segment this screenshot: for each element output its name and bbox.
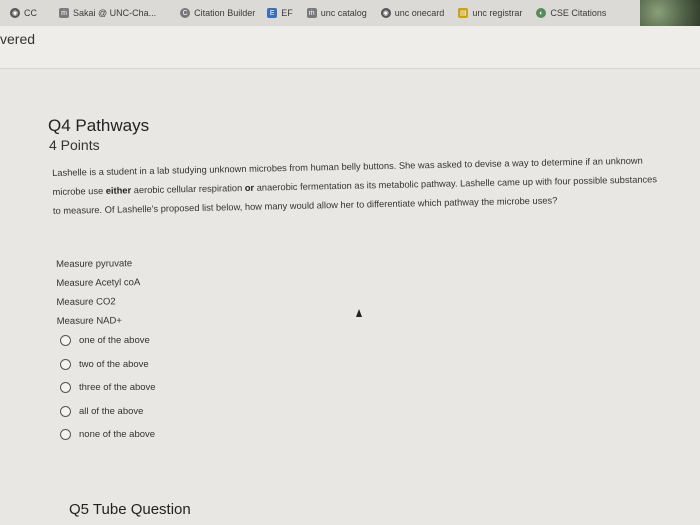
cse-icon: ◐ <box>536 8 546 18</box>
answer-option-two[interactable] <box>60 353 156 377</box>
list-item: Measure pyruvate <box>56 258 133 270</box>
globe-icon: ◉ <box>11 10 19 17</box>
question-emphasis-or: or <box>244 182 255 193</box>
answer-option-all[interactable] <box>60 400 156 424</box>
radio-button[interactable] <box>60 359 71 370</box>
globe-icon: ◉ <box>382 10 389 17</box>
bookmark-citation-builder[interactable] <box>180 8 255 18</box>
unc-icon: ṁ <box>307 8 317 18</box>
answer-label: one of the above <box>79 335 150 347</box>
bookmark-sakai[interactable] <box>59 8 156 18</box>
list-item: Measure CO2 <box>56 296 116 308</box>
answer-label: none of the above <box>79 429 156 441</box>
mouse-cursor-icon <box>356 309 362 317</box>
radio-button[interactable] <box>60 429 71 440</box>
answer-choices <box>60 329 156 447</box>
bookmark-unc-catalog[interactable] <box>307 8 367 18</box>
bookmark-label: CC <box>24 8 37 18</box>
ef-icon: E <box>267 8 277 18</box>
bookmark-label: Sakai @ UNC-Cha... <box>73 8 157 18</box>
question-text-part: aerobic cellular respiration <box>131 182 245 196</box>
bookmark-unc-onecard[interactable] <box>381 8 445 18</box>
page-header-strip <box>0 26 700 69</box>
next-question-title: Q5 Tube Question <box>69 501 191 518</box>
header-text: vered <box>0 31 36 47</box>
list-item: Measure NAD+ <box>56 315 122 327</box>
bookmark-label: unc catalog <box>320 8 367 18</box>
question-title: Q4 Pathways <box>48 116 150 135</box>
radio-button[interactable] <box>60 382 71 393</box>
answer-label: all of the above <box>79 405 144 417</box>
question-text <box>52 151 663 221</box>
bookmark-cc[interactable] <box>10 8 37 18</box>
question-points: 4 Points <box>49 137 100 153</box>
bookmark-label: unc registrar <box>472 8 523 18</box>
radio-button[interactable] <box>60 406 71 417</box>
question-text-part: Lashelle is a student in a lab studying unknown microbes from human belly buttons. She was asked to devise a way to determine if an unknown microbe use <box>52 155 643 197</box>
question-emphasis-either: either <box>105 185 132 196</box>
list-item: Measure Acetyl coA <box>56 277 141 289</box>
bookmark-cse-citations[interactable] <box>536 8 606 18</box>
citation-icon: C <box>180 8 190 18</box>
registrar-icon: ▤ <box>460 10 467 17</box>
bookmark-label: Citation Builder <box>194 8 256 18</box>
answer-option-none[interactable] <box>60 423 156 447</box>
bookmark-label: EF <box>281 8 293 18</box>
bookmark-ef[interactable] <box>267 8 293 18</box>
answer-label: three of the above <box>79 382 156 394</box>
question-text-part: anaerobic fermentation as its metabolic pathway. Lashelle came up with four possible substances to measure. Of Lashelle's proposed list below, how many would allow her to differentiate which pathway the microbe uses? <box>52 174 658 216</box>
unc-icon: ṁ <box>59 8 69 18</box>
question-content <box>0 69 700 525</box>
bookmark-label: unc onecard <box>394 8 445 18</box>
answer-option-one[interactable] <box>60 329 156 353</box>
bookmark-unc-registrar[interactable] <box>458 8 522 18</box>
answer-option-three[interactable] <box>60 376 156 400</box>
answer-label: two of the above <box>79 358 149 370</box>
substance-list <box>56 254 141 331</box>
bookmark-label: CSE Citations <box>550 8 607 18</box>
bookmarks-bar <box>0 0 700 26</box>
radio-button[interactable] <box>60 335 71 346</box>
